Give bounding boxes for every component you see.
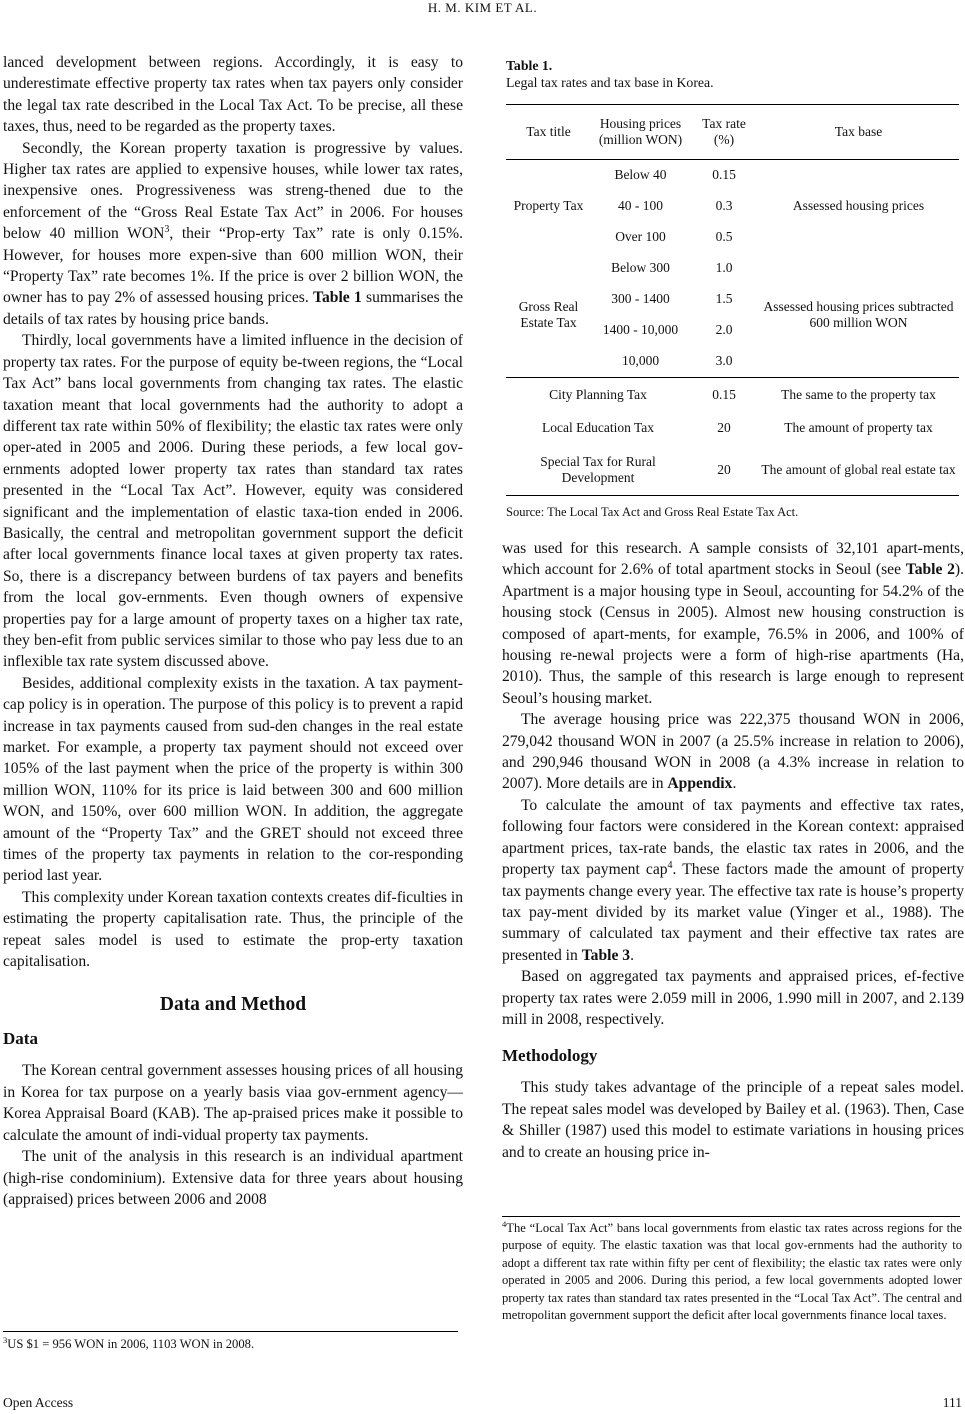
table-row xyxy=(506,445,959,496)
table-row xyxy=(506,160,959,192)
footnote-rule xyxy=(3,1331,458,1332)
page-number: 111 xyxy=(942,1395,962,1410)
footnote-text: The “Local Tax Act” bans local governments from elastic tax rates across regions for the purpose of equity. The elastic taxation was that local gov-ernments had the authority to adopt a different tax rate within fifty per cent of flexibility; the elastic tax rates were only operated in 2005 and 2006. During this period, a few local governments adopted lower property tax rates than standard tax rates presented in the “Local Tax Act”. The central and metropolitan government support the deficit after local governments finance local taxes. xyxy=(502,1221,962,1323)
rate-cell: 0.5 xyxy=(715,229,733,245)
tax-title-cell: Gross Real Estate Tax xyxy=(506,253,591,378)
paragraph-text: summarises the details of tax rates by housing price bands. xyxy=(3,289,463,328)
price-cell: 300 - 1400 xyxy=(611,291,670,307)
table-header-row xyxy=(506,105,959,160)
tax-title-cell: Local Education Tax xyxy=(541,420,654,435)
paragraph-text: was used for this research. A sample consists of 32,101 apart-ments, which account for 2.6% of total apartment stocks in Seoul (see xyxy=(502,540,964,579)
footnote-text: US $1 = 956 WON in 2006, 1103 WON in 2008. xyxy=(7,1337,255,1351)
running-head: H. M. KIM ET AL. xyxy=(427,0,538,15)
table-reference: Table 1 xyxy=(313,289,362,307)
paragraph: Thirdly, local governments have a limited influence in the decision of property tax rates. For the purpose of equity be-tween regions, the “Local Tax Act” bans local governments from changing tax rates. The elastic taxation meant that local governments had the authority to adopt a different tax rate within 50% of flexibility; the elastic tax rates were only oper-ated in 2005 and 2006. During these periods, a few local gov-ernments adopted lower property tax rates than standard tax rates presented in the “Local Tax Act”. However, equity was considered significant and the implementation of elastic taxa-tion ended in 2006. Basically, the central and metropolitan government support the deficit after local governments finance local taxes at given property tax rates. So, there is a discrepancy between burdens of tax payers and benefits from the local gov-ernments. Even though owners of expensive properties pay for a large amount of property taxes on a higher tax rate, they ben-efit from public services similar to those who pay less due to an inflexible tax rate system discussed above. xyxy=(3,332,463,671)
paragraph-text: . xyxy=(630,946,634,964)
paragraph: Besides, additional complexity exists in the taxation. A tax payment-cap policy is in operation. The purpose of this policy is to prevent a rapid increase in tax payments caused from sud-den changes in the real estate market. For example, a property tax payment should not exceed over 105% of the last payment when the price of the property is within 300 million WON, 110% for its price is laid between 300 and 600 million WON, and 150%, over 600 million WON. In addition, the aggregate amount of the “Property Tax” and the GRET should not exceed three times of the property tax payments in relation to the cor-responding period last year. xyxy=(3,674,463,885)
tax-base-cell: Assessed housing prices xyxy=(792,198,925,214)
rate-cell: 0.3 xyxy=(715,198,733,214)
rate-cell: 1.0 xyxy=(715,260,733,276)
footnote-marker: 4 xyxy=(667,859,673,871)
tax-title-cell: Special Tax for Rural Development xyxy=(506,445,690,496)
price-cell: Below 40 xyxy=(614,167,667,183)
rate-cell: 20 xyxy=(717,420,731,435)
paragraph xyxy=(502,709,964,795)
paragraph-text: , their “Prop-erty Tax” rate is only 0.15%. However, for houses more expen-sive than 600 million WON, their “Property Tax” rate becomes 1%. If the price is over 2 billion WON, the owner has to pay 2% of assessed housing prices. xyxy=(3,225,463,307)
paragraph-text: . xyxy=(732,775,737,793)
paragraph xyxy=(3,138,463,331)
footnote-number: 4 xyxy=(502,1218,507,1229)
tax-base-cell: The amount of property tax xyxy=(784,420,933,435)
tax-rates-table xyxy=(506,104,959,496)
tax-base-cell: The same to the property tax xyxy=(781,386,936,402)
table-row xyxy=(506,378,959,412)
paragraph xyxy=(502,538,964,709)
footnote xyxy=(3,1336,461,1353)
price-cell: 1400 - 10,000 xyxy=(602,322,679,338)
price-cell: 40 - 100 xyxy=(618,198,663,214)
tax-base-cell: Assessed housing prices subtracted 600 million WON xyxy=(758,253,959,378)
header-cell: Tax title xyxy=(506,105,591,160)
tax-title-cell: Property Tax xyxy=(513,198,584,214)
tax-base-cell: The amount of global real estate tax xyxy=(758,445,959,496)
table-caption: Legal tax rates and tax base in Korea. xyxy=(506,75,714,90)
paragraph-text: ). Apartment is a major housing type in Seoul, accounting for 54.2% of the housing stock (Census in 2005). Almost new housing construction is composed of apart-ments, for example, 76.5% in 2006, and 100% of housing re-newal projects were a form of high-rise apartments (Ha, 2010). Thus, the sample of this research is large enough to represent Seoul’s housing market. xyxy=(502,561,964,707)
table-row xyxy=(506,412,959,446)
paragraph-text: . These factors made the amount of property tax payments change every year. The effective tax rate is house’s property tax pay-ment divided by its market value (Yinger et al., 1988). The summary of calculated tax payment and their effective tax rates are presented in xyxy=(502,861,964,964)
paragraph xyxy=(502,795,964,966)
paragraph-text: Secondly, the Korean property taxation is progressive by values. Higher tax rates are applied to expensive houses, while lower tax rates, inexpensive ones. Progressiveness was streng-thened due to the enforcement of the “Gross Real Estate Tax Act” in 2006. For houses below 40 million WON xyxy=(3,139,463,243)
paragraph: This complexity under Korean taxation contexts creates dif-ficulties in estimating the property capitalisation rate. Thus, the principle of the repeat sales model is used to estimate the prop-erty taxation capitalisation. xyxy=(3,888,463,971)
table-reference: Table 3 xyxy=(581,946,631,964)
header-cell: Tax rate (%) xyxy=(690,105,758,160)
rate-cell: 2.0 xyxy=(715,322,733,338)
appendix-reference: Appendix xyxy=(667,775,733,793)
paragraph: The Korean central government assesses housing prices of all housing in Korea for tax purpose on a yearly basis viaa gov-ernment agency—Korea Appraisal Board (KAB). The ap-praised prices make it possible to calculate the amount of indi-vidual property tax payments. xyxy=(3,1062,463,1144)
paragraph-text: The average housing price was 222,375 thousand WON in 2006, 279,042 thousand WON in 2007 (a 25.5% increase in relation to 2006), and 290,946 thousand WON in 2008 (a 4.3% increase in relation to 2007). More details are in xyxy=(502,711,964,793)
subsection-title: Methodology xyxy=(502,1046,598,1066)
table-1 xyxy=(506,57,959,520)
rate-cell: 3.0 xyxy=(690,346,758,378)
rate-cell: 20 xyxy=(690,445,758,496)
price-cell: Below 300 xyxy=(611,260,670,276)
table-row xyxy=(506,253,959,284)
paragraph: This study takes advantage of the principle of a repeat sales model. The repeat sales model was developed by Bailey et al. (1963). Then, Case & Shiller (1987) used this model to estimate variations in housing prices and to create an housing price in- xyxy=(502,1079,964,1161)
paragraph: lanced development between regions. Accordingly, it is easy to underestimate effective property tax rates when tax payers only consider the legal tax rate described in the Local Tax Act. To be precise, all these taxes, thus, need to be regarded as the property taxes. xyxy=(3,54,463,136)
footnote-marker: 3 xyxy=(164,224,170,236)
right-column xyxy=(502,538,964,1163)
paragraph: Based on aggregated tax payments and appraised prices, ef-fective property tax rates were 2.059 mill in 2006, 1.990 mill in 2007, and 2.139 mill in 2008, respectively. xyxy=(502,968,964,1028)
tax-title-cell: City Planning Tax xyxy=(549,386,647,402)
footnote xyxy=(502,1220,962,1324)
paragraph-text: To calculate the amount of tax payments and effective tax rates, following four factors were considered in the Korean context: appraised apartment prices, tax-rate bands, the elastic tax rates in 2006, and the property tax payment cap xyxy=(502,796,964,879)
rate-cell: 0.15 xyxy=(712,167,736,183)
table-source: Source: The Local Tax Act and Gross Real Estate Tax Act. xyxy=(506,505,799,519)
section-title: Data and Method xyxy=(159,994,307,1016)
footer-open-access: Open Access xyxy=(3,1395,74,1410)
footnote-number: 3 xyxy=(3,1334,8,1345)
footnote-rule xyxy=(502,1216,960,1217)
table-reference: Table 2 xyxy=(905,561,955,579)
left-column xyxy=(3,52,463,1210)
price-cell: Over 100 xyxy=(615,229,666,245)
rate-cell: 0.15 xyxy=(712,386,736,402)
price-cell: 10,000 xyxy=(591,346,690,378)
subsection-title: Data xyxy=(3,1029,38,1049)
header-cell: Tax base xyxy=(758,105,959,160)
rate-cell: 1.5 xyxy=(715,291,733,307)
paragraph: The unit of the analysis in this research is an individual apartment (high-rise condominium). Extensive data for three years about housing (appraised) prices between 2006 and 2008 xyxy=(3,1148,463,1208)
table-label: Table 1. xyxy=(506,58,553,73)
header-cell: Housing prices (million WON) xyxy=(591,105,690,160)
